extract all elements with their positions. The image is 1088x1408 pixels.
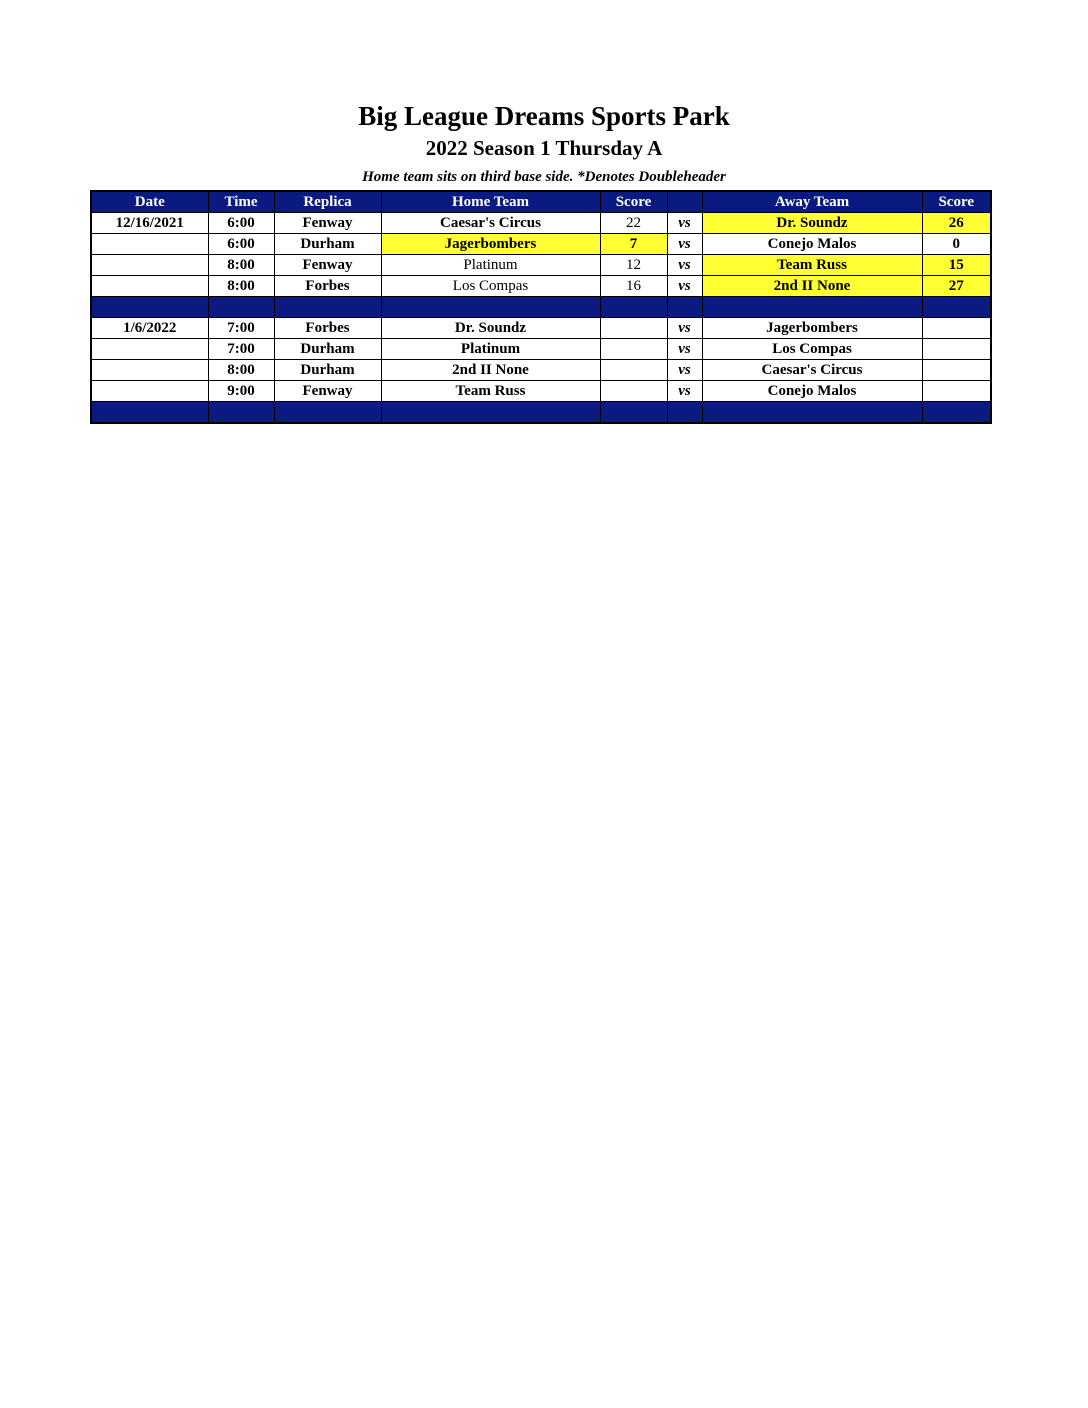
cell-time: 8:00: [208, 276, 274, 297]
separator-cell: [667, 402, 702, 424]
cell-away-team: 2nd II None: [702, 276, 922, 297]
table-row: [91, 234, 991, 255]
separator-cell: [208, 297, 274, 318]
cell-replica: Durham: [274, 339, 381, 360]
cell-home-score: [600, 360, 667, 381]
cell-replica: Durham: [274, 234, 381, 255]
col-header-replica: Replica: [274, 191, 381, 213]
col-header-vs: [667, 191, 702, 213]
cell-date: 12/16/2021: [91, 213, 208, 234]
cell-away-score: 0: [922, 234, 991, 255]
cell-home-score: 7: [600, 234, 667, 255]
cell-replica: Fenway: [274, 255, 381, 276]
cell-vs: vs: [667, 381, 702, 402]
cell-time: 9:00: [208, 381, 274, 402]
cell-home-team: Caesar's Circus: [381, 213, 600, 234]
cell-vs: vs: [667, 339, 702, 360]
cell-home-score: [600, 318, 667, 339]
separator-cell: [274, 297, 381, 318]
page-subtitle: 2022 Season 1 Thursday A: [425, 136, 663, 160]
separator-cell: [381, 297, 600, 318]
cell-date: 1/6/2022: [91, 318, 208, 339]
separator-cell: [922, 402, 991, 424]
cell-away-team: Conejo Malos: [702, 381, 922, 402]
cell-away-score: 27: [922, 276, 991, 297]
table-row: [91, 318, 991, 339]
col-header-date: Date: [91, 191, 208, 213]
cell-home-score: 16: [600, 276, 667, 297]
header-row: [91, 191, 991, 213]
col-header-away-score: Score: [922, 191, 991, 213]
table-row: [91, 339, 991, 360]
separator-cell: [600, 297, 667, 318]
col-header-away-team: Away Team: [702, 191, 922, 213]
cell-vs: vs: [667, 360, 702, 381]
cell-replica: Fenway: [274, 381, 381, 402]
cell-away-score: [922, 339, 991, 360]
col-header-time: Time: [208, 191, 274, 213]
schedule-table: [90, 190, 992, 424]
cell-date: [91, 381, 208, 402]
cell-vs: vs: [667, 234, 702, 255]
cell-date: [91, 234, 208, 255]
cell-time: 6:00: [208, 234, 274, 255]
cell-vs: vs: [667, 255, 702, 276]
cell-time: 8:00: [208, 360, 274, 381]
table-row: [91, 213, 991, 234]
col-header-home-score: Score: [600, 191, 667, 213]
cell-home-score: [600, 381, 667, 402]
cell-vs: vs: [667, 213, 702, 234]
cell-home-team: Los Compas: [381, 276, 600, 297]
cell-vs: vs: [667, 318, 702, 339]
cell-away-team: Conejo Malos: [702, 234, 922, 255]
cell-replica: Forbes: [274, 318, 381, 339]
cell-home-team: Jagerbombers: [381, 234, 600, 255]
cell-time: 7:00: [208, 339, 274, 360]
cell-replica: Fenway: [274, 213, 381, 234]
schedule-note: Home team sits on third base side. *Denotes Doubleheader: [362, 169, 726, 185]
cell-vs: vs: [667, 276, 702, 297]
cell-away-team: Los Compas: [702, 339, 922, 360]
cell-home-score: [600, 339, 667, 360]
cell-away-team: Dr. Soundz: [702, 213, 922, 234]
cell-away-score: 26: [922, 213, 991, 234]
cell-away-team: Jagerbombers: [702, 318, 922, 339]
cell-away-score: 15: [922, 255, 991, 276]
separator-cell: [274, 402, 381, 424]
week-separator-row: [91, 297, 991, 318]
separator-cell: [702, 402, 922, 424]
cell-date: [91, 276, 208, 297]
cell-away-score: [922, 360, 991, 381]
table-row: [91, 360, 991, 381]
separator-cell: [91, 297, 208, 318]
cell-away-score: [922, 318, 991, 339]
cell-date: [91, 255, 208, 276]
table-row: [91, 276, 991, 297]
separator-cell: [600, 402, 667, 424]
separator-cell: [667, 297, 702, 318]
cell-home-score: 22: [600, 213, 667, 234]
page-title: Big League Dreams Sports Park: [358, 101, 730, 131]
cell-replica: Forbes: [274, 276, 381, 297]
cell-home-team: Team Russ: [381, 381, 600, 402]
separator-cell: [381, 402, 600, 424]
col-header-home-team: Home Team: [381, 191, 600, 213]
separator-cell: [702, 297, 922, 318]
cell-home-team: Platinum: [381, 255, 600, 276]
cell-away-team: Team Russ: [702, 255, 922, 276]
cell-home-team: 2nd II None: [381, 360, 600, 381]
cell-replica: Durham: [274, 360, 381, 381]
table-row: [91, 381, 991, 402]
table-row: [91, 255, 991, 276]
cell-away-score: [922, 381, 991, 402]
separator-cell: [922, 297, 991, 318]
cell-date: [91, 339, 208, 360]
cell-date: [91, 360, 208, 381]
week-separator-row: [91, 402, 991, 424]
separator-cell: [91, 402, 208, 424]
cell-home-team: Platinum: [381, 339, 600, 360]
cell-time: 8:00: [208, 255, 274, 276]
cell-away-team: Caesar's Circus: [702, 360, 922, 381]
cell-home-score: 12: [600, 255, 667, 276]
separator-cell: [208, 402, 274, 424]
cell-time: 6:00: [208, 213, 274, 234]
cell-time: 7:00: [208, 318, 274, 339]
cell-home-team: Dr. Soundz: [381, 318, 600, 339]
